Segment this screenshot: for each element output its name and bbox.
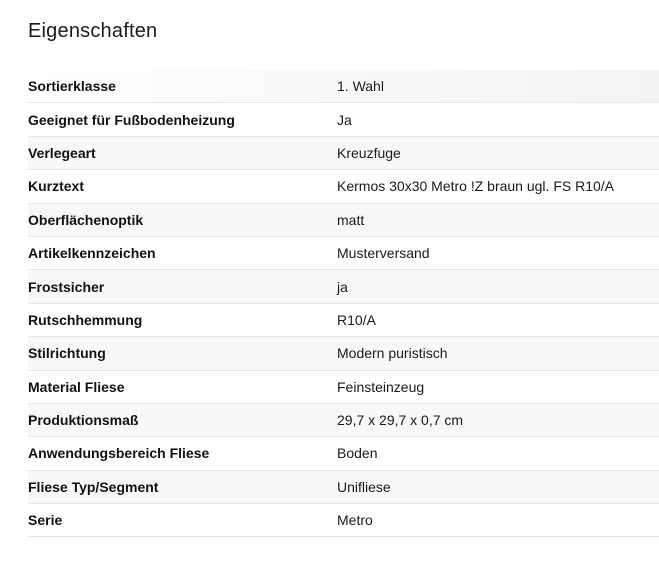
properties-table (28, 70, 659, 537)
property-value: Ja (337, 111, 352, 128)
property-row-rutschhemmung (28, 304, 659, 337)
property-value: Musterversand (337, 245, 430, 262)
property-label: Oberflächenoptik (28, 211, 144, 228)
property-row-artikelkennzeichen (28, 237, 659, 270)
property-row-kurztext (28, 170, 659, 203)
property-row-fliese-typ (28, 471, 659, 504)
property-value: matt (337, 211, 365, 228)
property-label: Artikelkennzeichen (28, 245, 156, 262)
property-value: Metro (337, 512, 373, 529)
property-label: Kurztext (28, 178, 85, 195)
property-label: Frostsicher (28, 278, 105, 295)
property-row-frostsicher (28, 270, 659, 303)
property-row-anwendungsbereich (28, 437, 659, 470)
property-row-verlegeart (28, 137, 659, 170)
property-row-sortierklasse (28, 70, 659, 103)
property-label: Stilrichtung (28, 345, 106, 362)
property-label: Geeignet für Fußbodenheizung (28, 111, 235, 128)
property-label: Produktionsmaß (28, 412, 139, 429)
property-value: 1. Wahl (337, 78, 384, 95)
property-row-produktionsmass (28, 404, 659, 437)
property-row-fussbodenheizung (28, 103, 659, 136)
property-label: Material Fliese (28, 378, 125, 395)
property-value: ja (337, 278, 348, 295)
property-value: Kermos 30x30 Metro !Z braun ugl. FS R10/A (337, 178, 615, 195)
section-title: Eigenschaften (28, 20, 158, 42)
property-row-material-fliese (28, 371, 659, 404)
property-label: Anwendungsbereich Fliese (28, 445, 210, 462)
property-label: Serie (28, 512, 63, 529)
property-value: Boden (337, 445, 378, 462)
property-label: Sortierklasse (28, 78, 116, 95)
property-value: Kreuzfuge (337, 144, 401, 161)
property-row-serie (28, 504, 659, 537)
property-value: Unifliese (337, 478, 391, 495)
property-label: Fliese Typ/Segment (28, 478, 159, 495)
property-value: 29,7 x 29,7 x 0,7 cm (337, 412, 464, 429)
property-value: Modern puristisch (337, 345, 448, 362)
property-row-stilrichtung (28, 337, 659, 370)
property-value: Feinsteinzeug (337, 378, 425, 395)
property-label: Verlegeart (28, 144, 96, 161)
property-label: Rutschhemmung (28, 311, 143, 328)
property-row-oberflaechenoptik (28, 204, 659, 237)
property-value: R10/A (337, 311, 376, 328)
